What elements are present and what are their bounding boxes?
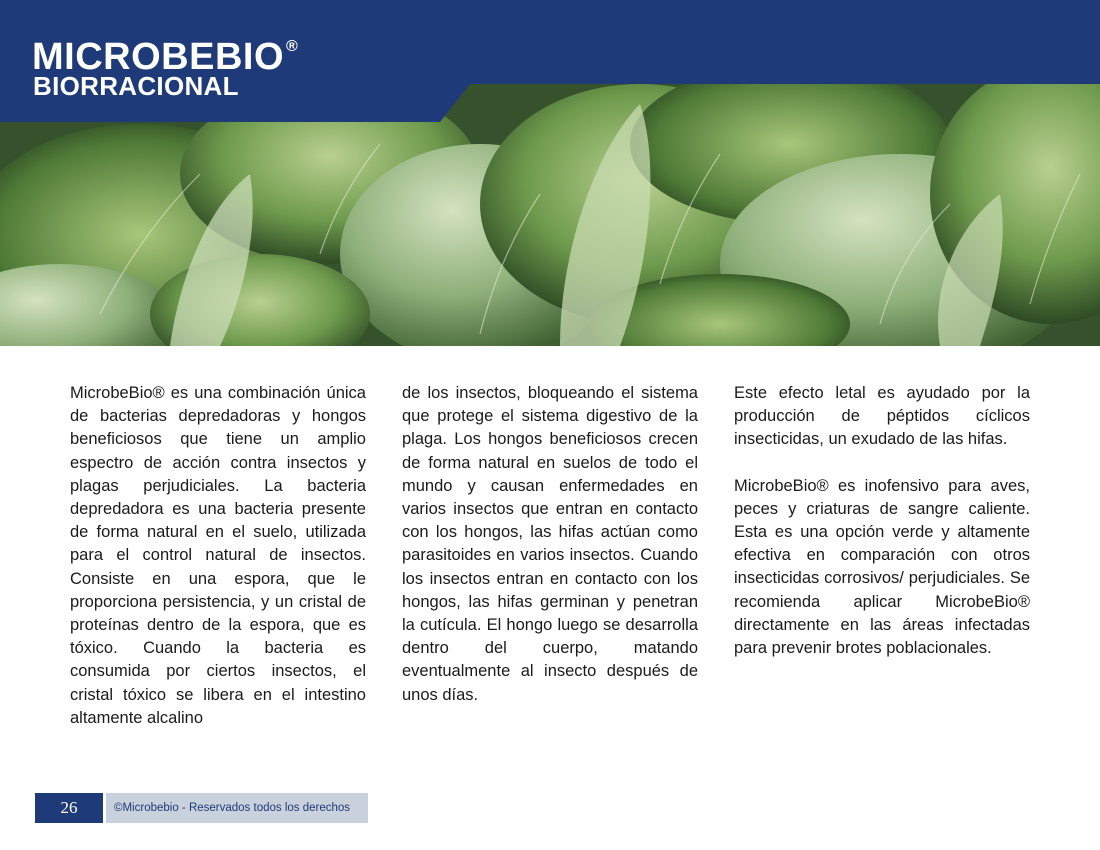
page-subtitle: BIORRACIONAL	[33, 71, 239, 101]
paragraph: MicrobeBio® es inofensivo para aves, peces y criaturas de sangre caliente. Esta es una opción verde y altamente efectiva en comparación con otros insecticidas corrosivos/ perjudiciales. Se recomienda aplicar MicrobeBio® directamente en las áreas infectadas para prevenir brotes poblacionales.	[734, 476, 1030, 658]
page-number: 26	[35, 793, 103, 823]
paragraph: Este efecto letal es ayudado por la producción de péptidos cíclicos insecticidas, un exudado de las hifas.	[734, 384, 1030, 449]
paragraph: MicrobeBio® es una combinación única de bacterias depredadoras y hongos beneficiosos que tiene un amplio espectro de acción contra insectos y plagas perjudiciales. La bacteria depredadora es una bacteria presente de forma natural en el suelo, utilizada para el control natural de insectos. Consiste en una espora, que le proporciona persistencia, y un cristal de proteínas dentro de la espora, que es tóxico. Cuando la bacteria es consumida por ciertos insectos, el cristal tóxico se libera en el intestino altamente alcalino	[70, 384, 366, 727]
page-title: MICROBEBIO ®	[32, 36, 299, 78]
paragraph: de los insectos, bloqueando el sistema que protege el sistema digestivo de la plaga. Los hongos beneficiosos crecen de forma natural en suelos de todo el mundo y causan enfermedades en varios insectos que entran en contacto con los hongos, las hifas actúan como parasitoides en varios insectos. Cuando los insectos entran en contacto con los hongos, las hifas germinan y penetran la cutícula. El hongo luego se desarrolla dentro del cuerpo, matando eventualmente al insecto después de unos días.	[402, 384, 698, 704]
cabbage-leaves-illustration	[0, 84, 1100, 346]
text-column-3	[734, 382, 1030, 683]
registered-mark: ®	[286, 38, 299, 55]
cabbage-field-photo	[0, 84, 1100, 346]
text-column-2	[402, 382, 698, 730]
copyright-notice: ©Microbebio - Reservados todos los derechos	[106, 793, 368, 823]
text-column-1	[70, 382, 366, 753]
